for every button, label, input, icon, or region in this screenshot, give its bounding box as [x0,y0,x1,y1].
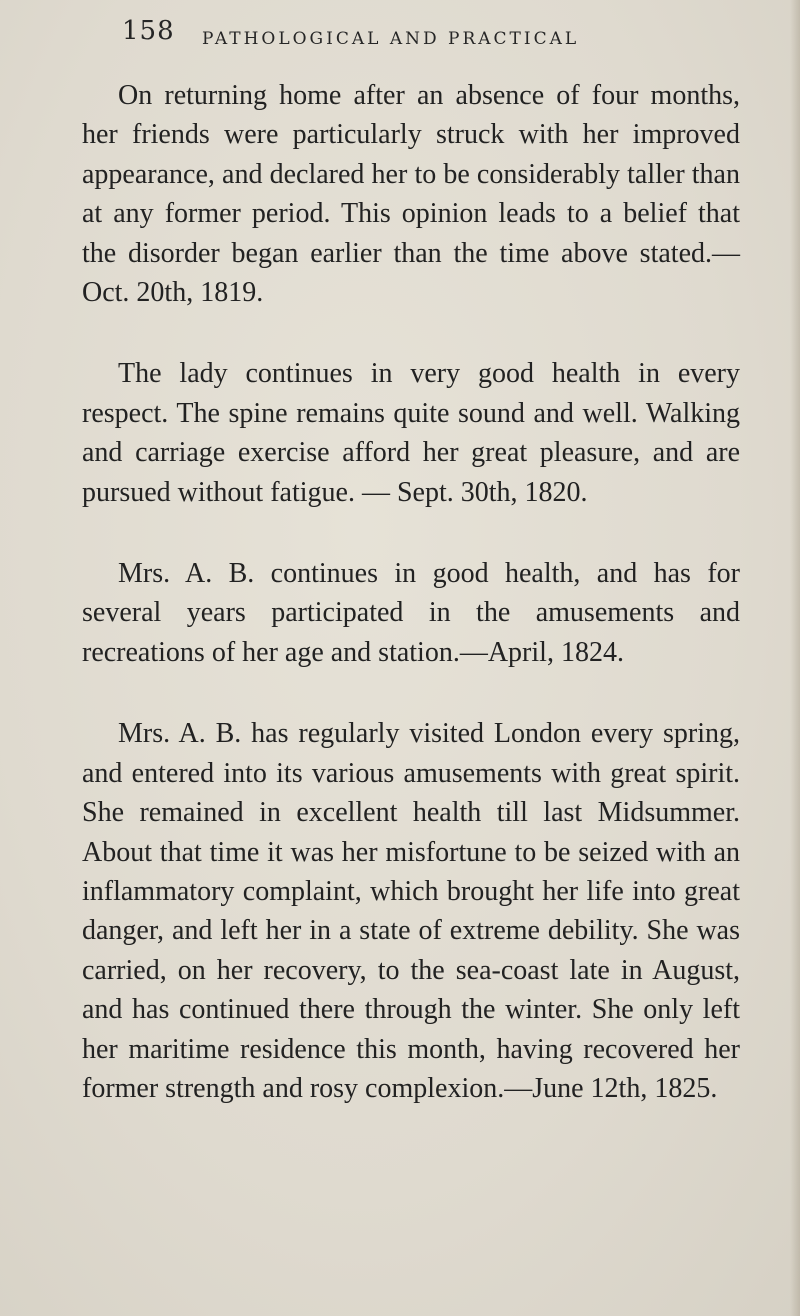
page-number: 158 [122,16,175,46]
paragraph-4: Mrs. A. B. has regularly visited London every spring, and entered into its various amusements with great spirit. She remained in excellent health till last Midsummer. About that time it was her misfortune to be seized with an inflammatory complaint, which brought her life into great danger, and left her in a state of extreme debility. She was carried, on her recovery, to the sea-coast late in August, and has continued there through the winter. She only left her maritime residence this month, having recovered her former strength and rosy complexion.—June 12th, 1825. [82,718,740,1104]
running-head: PATHOLOGICAL AND PRACTICAL [202,29,580,49]
page-body [82,76,740,1108]
page-header [0,14,800,54]
page-edge-shadow [790,0,800,1316]
paragraph-3: Mrs. A. B. continues in good health, and has for several years participated in the amusements and recreations of her age and station.—April, 1824. [82,558,740,668]
paragraph-1: On returning home after an absence of four months, her friends were particularly struck with her improved appearance, and declared her to be considerably taller than at any former period. This opinion leads to a belief that the disorder began earlier than the time above stated.—Oct. 20th, 1819. [82,80,740,309]
paragraph-2: The lady continues in very good health in every respect. The spine remains quite sound and well. Walking and carriage exercise afford her great pleasure, and are pursued without fatigue. — Sept. 30th, 1820. [82,358,740,508]
